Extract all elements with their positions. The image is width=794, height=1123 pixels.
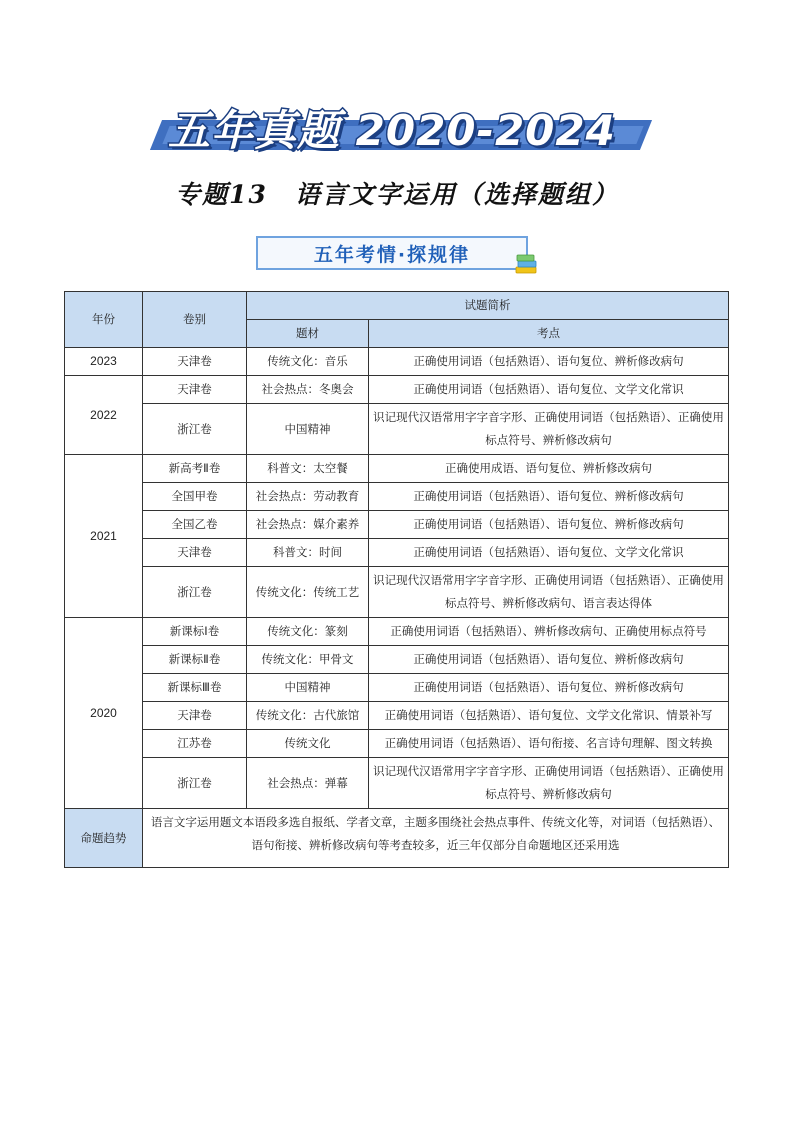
points-cell: 识记现代汉语常用字字音字形、正确使用词语（包括熟语）、正确使用标点符号、辨析修改病句 [369,758,729,809]
section-label: 五年考情·探规律 [313,243,471,266]
header-points: 考点 [369,320,729,348]
header-topic: 题材 [247,320,369,348]
points-cell: 识记现代汉语常用字字音字形、正确使用词语（包括熟语）、正确使用标点符号、辨析修改病句 [369,404,729,455]
table-row [65,702,729,730]
topic-cell: 中国精神 [247,674,369,702]
header-paper: 卷别 [143,292,247,348]
points-cell: 正确使用词语（包括熟语）、语句复位、辨析修改病句 [369,511,729,539]
header-year: 年份 [65,292,143,348]
topic-cell: 传统文化：篆刻 [247,618,369,646]
topic-cell: 传统文化 [247,730,369,758]
section-header [256,236,528,270]
topic-cell: 社会热点：弹幕 [247,758,369,809]
table-row [65,376,729,404]
topic-cell: 科普文：时间 [247,539,369,567]
table-row [65,567,729,618]
points-cell: 正确使用词语（包括熟语）、语句复位、辨析修改病句 [369,646,729,674]
header-analysis: 试题简析 [247,292,729,320]
paper-cell: 全国乙卷 [143,511,247,539]
trend-row [65,809,729,868]
points-cell: 正确使用词语（包括熟语）、语句复位、文学文化常识、情景补写 [369,702,729,730]
books-icon [514,253,538,275]
topic-cell: 科普文：太空餐 [247,455,369,483]
table-row [65,483,729,511]
paper-cell: 新课标Ⅰ卷 [143,618,247,646]
topic-cell: 传统文化：音乐 [247,348,369,376]
banner-title: 五年真题 2020-2024 [168,106,616,155]
year-cell: 2023 [65,348,143,376]
trend-text: 语言文字运用题文本语段多选自报纸、学者文章，主题多围绕社会热点事件、传统文化等，对词语（包括熟语）、语句衔接、辨析修改病句等考查较多，近三年仅部分自命题地区还采用选 [150,815,721,852]
points-cell: 识记现代汉语常用字字音字形、正确使用词语（包括熟语）、正确使用标点符号、辨析修改病句、语言表达得体 [369,567,729,618]
table-row [65,404,729,455]
topic-cell: 传统文化：甲骨文 [247,646,369,674]
paper-cell: 全国甲卷 [143,483,247,511]
exam-analysis-table [64,291,729,868]
points-cell: 正确使用词语（包括熟语）、语句复位、辨析修改病句 [369,348,729,376]
topic-cell: 社会热点：媒介素养 [247,511,369,539]
paper-cell: 天津卷 [143,376,247,404]
topic-cell: 社会热点：劳动教育 [247,483,369,511]
points-cell: 正确使用词语（包括熟语）、语句复位、辨析修改病句 [369,483,729,511]
paper-cell: 浙江卷 [143,758,247,809]
paper-cell: 天津卷 [143,702,247,730]
trend-label: 命题趋势 [65,809,143,868]
paper-cell: 浙江卷 [143,567,247,618]
paper-cell: 新课标Ⅱ卷 [143,646,247,674]
topic-cell: 传统文化：传统工艺 [247,567,369,618]
points-cell: 正确使用词语（包括熟语）、语句衔接、名言诗句理解、图文转换 [369,730,729,758]
banner [148,96,648,156]
trend-cell [143,809,729,868]
page-title: 专题13 语言文字运用（选择题组） [175,180,619,209]
points-cell: 正确使用成语、语句复位、辨析修改病句 [369,455,729,483]
table-row [65,618,729,646]
paper-cell: 新高考Ⅱ卷 [143,455,247,483]
points-cell: 正确使用词语（包括熟语）、辨析修改病句、正确使用标点符号 [369,618,729,646]
paper-cell: 江苏卷 [143,730,247,758]
paper-cell: 天津卷 [143,348,247,376]
year-cell: 2020 [65,618,143,809]
table-row [65,730,729,758]
points-cell: 正确使用词语（包括熟语）、语句复位、文学文化常识 [369,539,729,567]
paper-cell: 天津卷 [143,539,247,567]
paper-cell: 浙江卷 [143,404,247,455]
table-row [65,646,729,674]
table-row [65,348,729,376]
table-row [65,539,729,567]
table-row [65,511,729,539]
points-cell: 正确使用词语（包括熟语）、语句复位、文学文化常识 [369,376,729,404]
points-cell: 正确使用词语（包括熟语）、语句复位、辨析修改病句 [369,674,729,702]
table-row [65,758,729,809]
table-row [65,674,729,702]
year-cell: 2022 [65,376,143,455]
table-row [65,455,729,483]
year-cell: 2021 [65,455,143,618]
topic-cell: 传统文化：古代旅馆 [247,702,369,730]
paper-cell: 新课标Ⅲ卷 [143,674,247,702]
topic-cell: 社会热点：冬奥会 [247,376,369,404]
topic-cell: 中国精神 [247,404,369,455]
